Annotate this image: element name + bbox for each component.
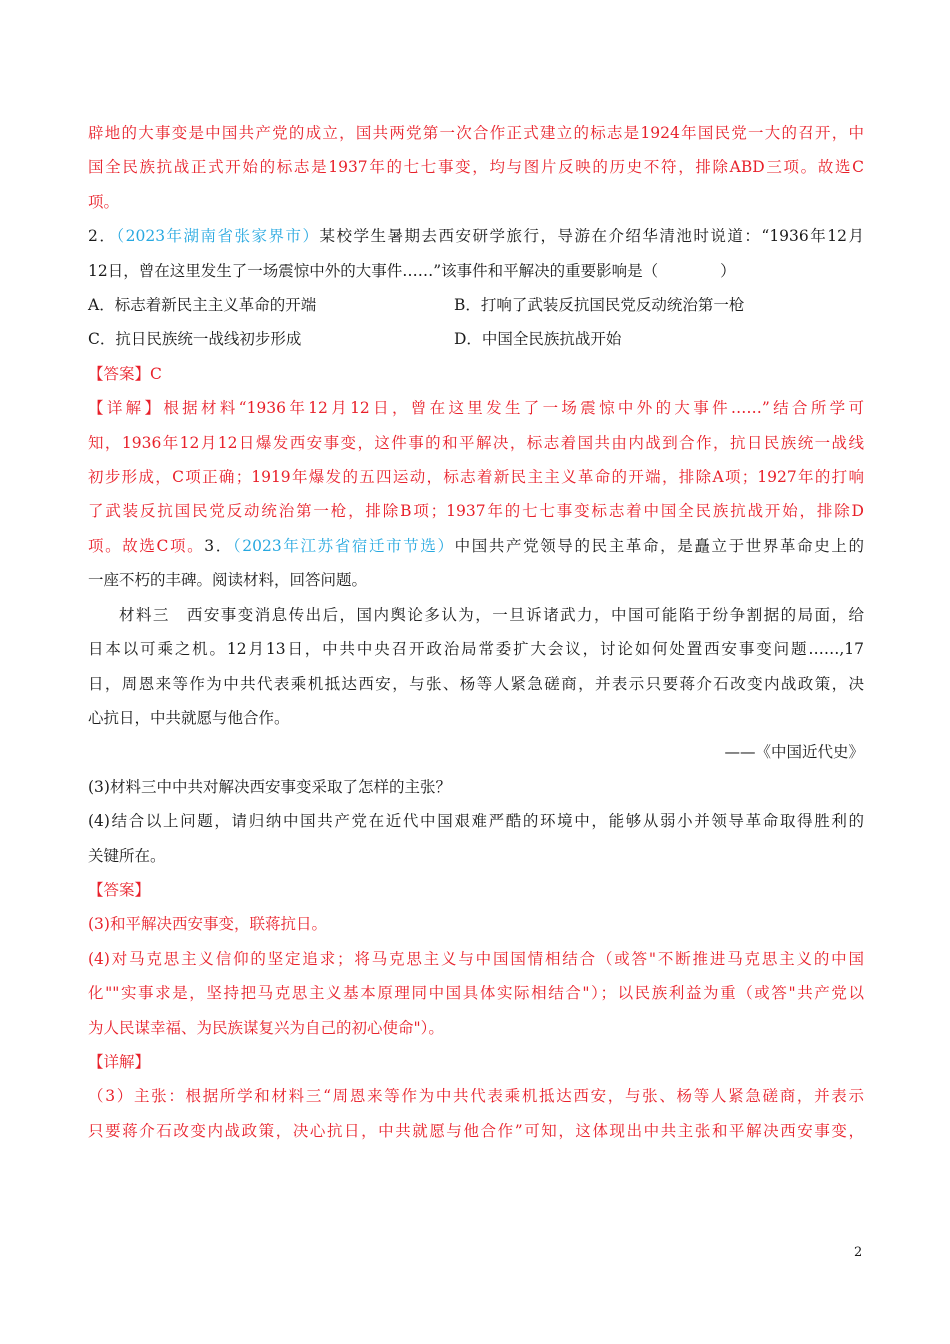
q2-option-c: C．抗日民族统一战线初步形成 xyxy=(88,330,302,349)
q3-stem-text: 中国共产党领导的民主革命，是矗立于世界革命史上的 xyxy=(454,536,864,555)
q3-stem-line-2: 一座不朽的丰碑。阅读材料，回答问题。 xyxy=(88,571,368,590)
q1-analysis-line-1: 辟地的大事变是中国共产党的成立，国共两党第一次合作正式建立的标志是1924年国民党一大的召开，中 xyxy=(88,124,864,142)
q3-answer-3: (3)和平解决西安事变，联蒋抗日。 xyxy=(88,915,327,934)
q3-material-citation: ——《中国近代史》 xyxy=(724,743,864,762)
q3-subquestion-4-line-2: 关键所在。 xyxy=(88,846,166,865)
q3-material-line-3: 日，周恩来等作为中共代表乘机抵达西安，与张、杨等人紧急磋商，并表示只要蒋介石改变内战政策，决 xyxy=(88,674,864,693)
q3-material-line-2: 日本以可乘之机。12月13日，中共中央召开政治局常委扩大会议，讨论如何处置西安事变问题……,17 xyxy=(88,640,864,659)
q2-option-b: B．打响了武装反抗国民党反动统治第一枪 xyxy=(454,296,745,315)
q2-detail-line-5: 项。故选C项。 xyxy=(88,536,205,555)
q2-options-row-1 xyxy=(88,288,864,322)
q3-detail-line-1: （3）主张：根据所学和材料三“周恩来等作为中共代表乘机抵达西安，与张、杨等人紧急磋商，并表示 xyxy=(88,1087,864,1106)
q3-detail-label: 【详解】 xyxy=(88,1052,151,1071)
document-page xyxy=(88,116,864,1148)
q2-detail-line-1: 【详解】根据材料“1936年12月12日，曾在这里发生了一场震惊中外的大事件……”结合所学可 xyxy=(88,399,864,418)
q2-detail-line-4: 了武装反抗国民党反动统治第一枪，排除B项；1937年的七七事变标志着中国全民族抗战开始，排除D xyxy=(88,502,864,521)
q3-material-line-1: 材料三 西安事变消息传出后，国内舆论多认为，一旦诉诸武力，中国可能陷于纷争割据的局面，给 xyxy=(119,605,864,624)
q2-detail-line-3: 初步形成，C项正确；1919年爆发的五四运动，标志着新民主主义革命的开端，排除A项；1927年的打响 xyxy=(88,468,864,487)
q3-subquestion-3: (3)材料三中中共对解决西安事变采取了怎样的主张？ xyxy=(88,777,451,796)
q2-detail-line-2: 知，1936年12月12日爆发西安事变，这件事的和平解决，标志着国共由内战到合作，抗日民族统一战线 xyxy=(88,433,864,452)
q3-material-line-4: 心抗日，中共就愿与他合作。 xyxy=(88,708,290,727)
page-number: 2 xyxy=(854,1245,863,1260)
q2-stem-line-1 xyxy=(88,219,864,253)
q3-answer-label: 【答案】 xyxy=(88,880,151,899)
q3-subquestion-4-line-1: (4)结合以上问题，请归纳中国共产党在近代中国艰难严酷的环境中，能够从弱小并领导革命取得胜利的 xyxy=(88,812,864,831)
q3-answer-4-line-1: (4)对马克思主义信仰的坚定追求；将马克思主义与中国国情相结合（或答"不断推进马克思主义的中国 xyxy=(88,949,864,968)
q2-number: 2． xyxy=(88,227,117,246)
q3-detail-line-2: 只要蒋介石改变内战政策，决心抗日，中共就愿与他合作”可知，这体现出中共主张和平解决西安事变， xyxy=(88,1121,864,1140)
q3-stem-line-1 xyxy=(88,529,864,563)
q1-analysis-line-3: 项。 xyxy=(88,192,120,211)
q2-stem-text: 某校学生暑期去西安研学旅行，导游在介绍华清池时说道：“1936年12月 xyxy=(319,227,864,246)
q2-option-a: A．标志着新民主主义革命的开端 xyxy=(88,296,317,315)
q2-stem-line-2: 12日，曾在这里发生了一场震惊中外的大事件……”该事件和平解决的重要影响是（ ） xyxy=(88,261,736,280)
q2-option-d: D．中国全民族抗战开始 xyxy=(454,330,622,349)
q2-answer: 【答案】C xyxy=(88,364,162,383)
q2-options-row-2 xyxy=(88,322,864,356)
q1-analysis-line-2: 国全民族抗战正式开始的标志是1937年的七七事变，均与图片反映的历史不符，排除ABD三项。故选C xyxy=(88,158,864,177)
q2-source: （2023年湖南省张家界市） xyxy=(116,227,320,246)
q3-source: （2023年江苏省宿迁市节选） xyxy=(232,536,455,555)
q3-answer-4-line-3: 为人民谋幸福、为民族谋复兴为自己的初心使命"）。 xyxy=(88,1018,444,1037)
q3-number: 3． xyxy=(204,536,233,555)
q3-answer-4-line-2: 化""实事求是，坚持把马克思主义基本原理同中国具体实际相结合"）；以民族利益为重（或答"共产党以 xyxy=(88,984,864,1003)
